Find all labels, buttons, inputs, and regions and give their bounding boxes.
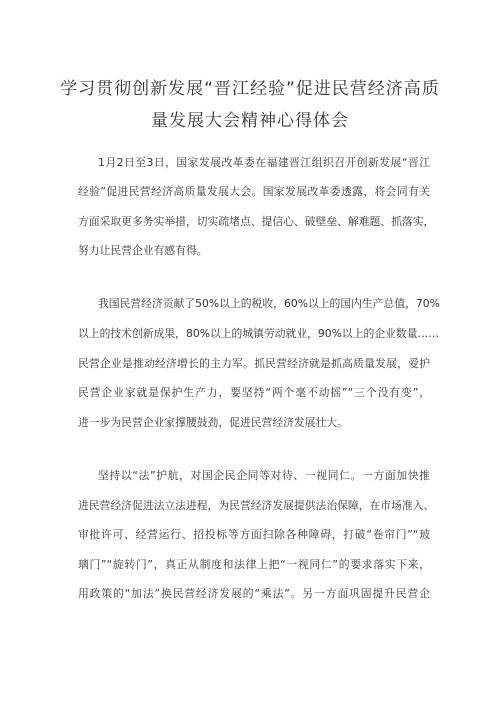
paragraph-3-line-2: 进民营经济促进法立法进程，为民营经济发展提供法治保障，在市场准入、 [78,499,435,512]
paragraph-2-line-4: 民营企业家就是保护生产力，要坚持“两个毫不动摇”“三个没有变”， [78,386,430,399]
paragraph-2-line-1: 我国民营经济贡献了50%以上的税收，60%以上的国内生产总值，70% [98,297,440,310]
paragraph-2-line-2: 以上的技术创新成果，80%以上的城镇劳动就业，90%以上的企业数量…… [78,327,440,340]
paragraph-3-line-4: 璃门”“旋转门”，真正从制度和法律上把“一视同仁”的要求落实下来， [78,558,430,571]
document-title-line-1: 学习贯彻创新发展“晋江经验”促进民营经济高质 [60,79,440,99]
paragraph-2-line-3: 民营企业是推动经济增长的主力军。抓民营经济就是抓高质量发展，爱护 [78,357,430,370]
paragraph-1-line-4: 努力让民营企业有感有得。 [78,244,208,257]
paragraph-1-line-1: 1月2日至3日，国家发展改革委在福建晋江组织召开创新发展“晋江 [98,156,430,169]
paragraph-2-line-5: 进一步为民营企业家撑腰鼓劲，促进民营经济发展壮大。 [78,416,348,429]
paragraph-1-line-3: 方面采取更多务实举措，切实疏堵点、提信心、破壁垒、解难题、抓落实， [78,215,435,228]
paragraph-3-line-3: 审批许可、经营运行、招投标等方面扫除各种障碍，打破“卷帘门”“玻 [78,528,430,541]
document-title-line-2: 量发展大会精神心得体会 [151,111,349,131]
paragraph-3-line-1: 坚持以“法”护航，对国企民企同等对待、一视同仁。一方面加快推 [98,469,430,482]
paragraph-3-line-5: 用政策的“加法”换民营经济发展的“乘法”。另一方面巩固提升民营企 [78,587,430,600]
paragraph-1-line-2: 经验”促进民营经济高质量发展大会。国家发展改革委透露，将会同有关 [78,185,430,198]
